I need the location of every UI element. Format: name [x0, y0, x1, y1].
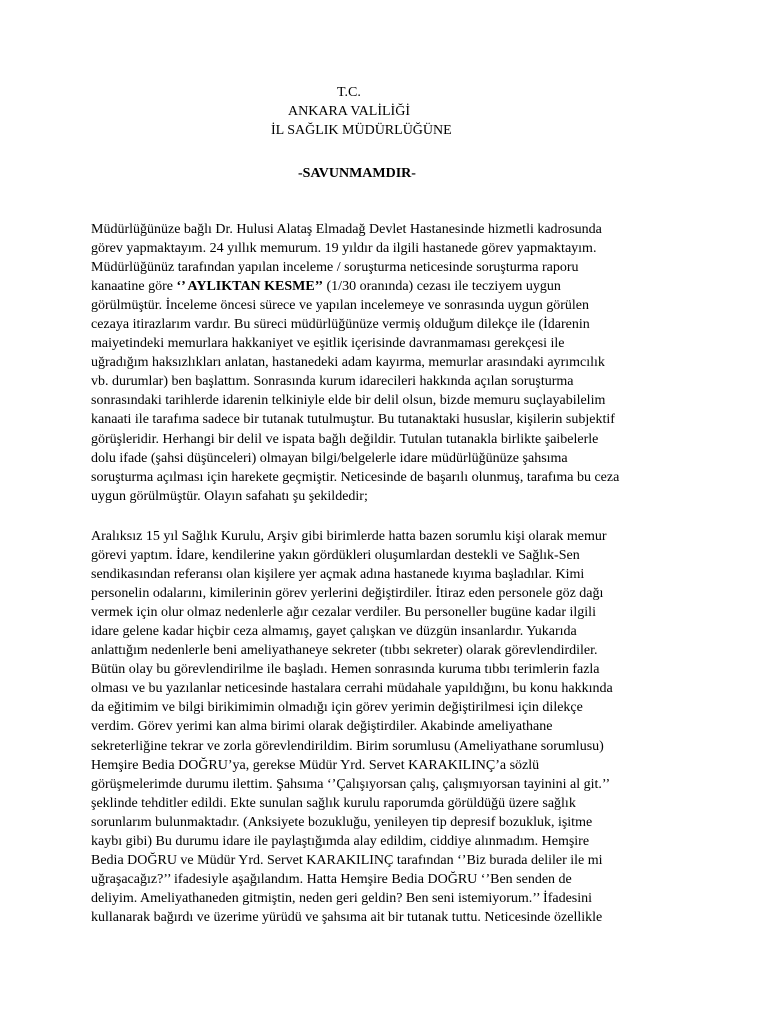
paragraph-1 — [91, 220, 691, 506]
text-line: kullanarak bağırdı ve üzerime yürüdü ve şahsıma ait bir tutanak tuttu. Neticesinde özellikle — [91, 909, 603, 925]
text-line: uğradığım haksızlıkları anlatan, hastanedeki adam kayırma, memurlar arasındaki ayrımcılık — [91, 355, 605, 371]
text-line: anlattığım nedenlerle beni ameliyathaneye sekreter (tıbbı sekreter) olarak görevlendirdiler. — [91, 643, 598, 659]
text-line: görülmüştür. İnceleme öncesi sürece ve yapılan incelemeye ve sonrasında uygun görülen — [91, 298, 589, 314]
text-line: verdim. Görev yerimi kan alma birimi olarak değiştirdiler. Akabinde ameliyathane — [91, 719, 553, 735]
header-governorship: ANKARA VALİLİĞİ — [288, 104, 410, 119]
document-title: -SAVUNMAMDIR- — [298, 166, 416, 181]
text-line: vermek için olur olmaz nedenlerle ağır cezalar verdiler. Bu personeller bugüne kadar ilgili — [91, 605, 596, 621]
text-line: görevi yaptım. İdare, kendilerine yakın gördükleri oluşumlardan destekli ve Sağlık-Sen — [91, 548, 580, 564]
header-directorate: İL SAĞLIK MÜDÜRLÜĞÜNE — [271, 123, 452, 138]
text-line: personelin odalarını, kimilerinin görev yerlerini değiştirdiler. İtiraz eden personele göz dağı — [91, 586, 604, 602]
text-line: Müdürlüğünüze bağlı Dr. Hulusi Alataş Elmadağ Devlet Hastanesinde hizmetli kadrosunda — [91, 222, 602, 237]
text-line: da eğitimim ve bilgi birikimimin olmadığı için görev yerimin değiştirilmesi için dilekçe — [91, 700, 583, 716]
header-country: T.C. — [337, 85, 361, 100]
text-line: görev yapmaktayım. 24 yıllık memurum. 19 yıldır da ilgili hastanede görev yapmaktayım. — [91, 241, 597, 257]
text-line: sorunlarım bulunmaktadır. (Anksiyete bozukluğu, yenileyen tip depresif bozukluk, işitme — [91, 814, 593, 830]
text-line: şeklinde tehditler edildi. Ekte sunulan sağlık kurulu raporumda görüldüğü üzere sağlık — [91, 795, 576, 811]
text-line: Hemşire Bedia DOĞRU’ya, gerekse Müdür Yrd. Servet KARAKILINÇ’a sözlü — [91, 757, 540, 773]
text-line: kanaati ile tarafıma sadece bir tutanak tutulmuştur. Bu tutanaktaki hususlar, kişilerin subjektif — [91, 412, 615, 428]
text-line: Bedia DOĞRU ve Müdür Yrd. Servet KARAKILINÇ tarafından ‘’Biz burada deliler ile mi — [91, 852, 603, 868]
text-line: sekreterliğine tekrar ve zorla görevlendirildim. Birim sorumlusu (Ameliyathane sorumlusu) — [91, 738, 604, 754]
text-line: uygun görülmüştür. Olayın safahatı şu şekildedir; — [91, 488, 368, 504]
text-line: sendikasından referansı olan kişilere yer açmak adına hastanede kıyıma başladılar. Kimi — [91, 567, 585, 583]
text-line: idare gelene kadar hiçbir ceza almamış, gayet çalışkan ve düzgün insanlardır. Yukarıda — [91, 624, 577, 640]
text-line: uğraşacağız?’’ ifadesiyle aşağılandım. Hatta Hemşire Bedia DOĞRU ‘’Ben senden de — [91, 871, 572, 887]
text-line: soruşturma açılması için harekete geçmiştir. Neticesinde de başarılı olunmuş, tarafıma bu ceza — [91, 469, 620, 485]
text-line: Aralıksız 15 yıl Sağlık Kurulu, Arşiv gibi birimlerde hatta bazen sorumlu kişi olarak memur — [91, 529, 607, 544]
text-line: kaybı gibi) Bu durumu idare ile paylaştığımda alay edildim, ciddiye alınmadım. Hemşire — [91, 833, 590, 849]
text-line: Müdürlüğünüz tarafından yapılan inceleme / soruşturma neticesinde soruşturma raporu — [91, 260, 579, 276]
text-line: olması ve bu yazılanlar neticesinde hastalara cerrahi müdahale yapıldığını, bu konu hakkında — [91, 681, 613, 697]
text-line: dolu ifade (şahsi düşünceleri) olmayan bilgi/belgelerle idare müdürlüğünüze şahsıma — [91, 450, 568, 466]
paragraph-2 — [91, 527, 691, 927]
text-line — [91, 277, 691, 296]
text-line: vb. durumlar) ben başlattım. Sonrasında kurum idarecileri hakkında açılan soruşturma — [91, 374, 574, 390]
penalty-emphasis: ‘’ AYLIKTAN KESME’’ — [176, 279, 324, 295]
text-line: sonrasındaki tarihlerde idarenin telkiniyle elde bir delil olsun, bizde memuru suçlayabilelim — [91, 393, 606, 409]
text-segment: (1/30 oranında) cezası ile tecziyem uygun — [323, 279, 561, 295]
text-line: maiyetindeki memurlara hakkaniyet ve eşitlik içerisinde davranmaması gerekçesi ile — [91, 336, 565, 352]
text-line: cezaya itirazlarım vardır. Bu süreci müdürlüğünüze vermiş olduğum dilekçe ile (İdarenin — [91, 317, 590, 333]
text-segment: kanaatine göre — [91, 279, 177, 295]
text-line: görüşmelerimde durumu ilettim. Şahsıma ‘’Çalışıyorsan çalış, çalışmıyorsan tayinini al git.’’ — [91, 776, 611, 792]
text-line: görüşleridir. Herhangi bir delil ve ispata bağlı değildir. Tutulan tutanakla birlikte şaibelerle — [91, 431, 599, 447]
text-line: Bütün olay bu görevlendirilme ile başladı. Hemen sonrasında kuruma tıbbı terimlerin fazla — [91, 662, 600, 678]
text-line: deliyim. Ameliyathaneden gitmiştin, neden geri geldin? Ben seni istemiyorum.’’ İfadesini — [91, 890, 593, 906]
